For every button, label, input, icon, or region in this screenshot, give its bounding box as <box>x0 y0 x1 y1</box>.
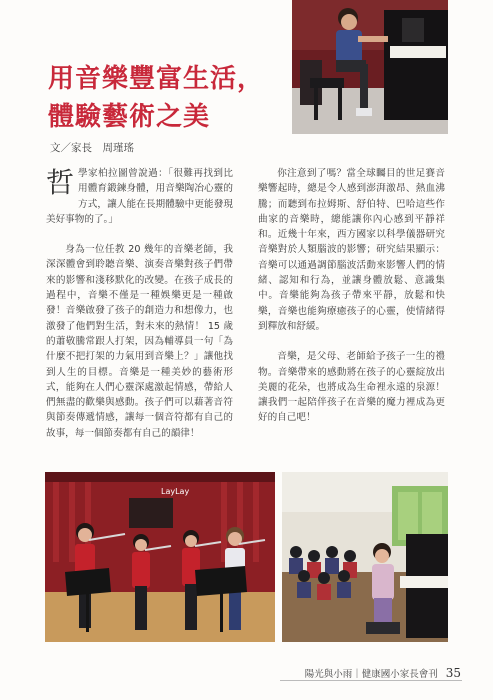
article-title <box>48 60 298 136</box>
article-title-line1: 用音樂豐富生活， <box>48 64 265 94</box>
banner-text: LayLay <box>161 487 190 496</box>
lead-paragraph-text: 學家柏拉圖曾說過：「很難再找到比用體育鍛鍊身體，用音樂陶冶心靈的方式，讓人能在長期體驗中更能發現美好事物的了。」 <box>46 168 233 225</box>
body-paragraph: 音樂，是父母、老師給予孩子一生的禮物。音樂帶來的感動將在孩子的心靈綻放出美麗的花朵，也將成為生命裡永遠的泉源！讓我們一起陪伴孩子在音樂的魔力裡成為更好的自己吧！ <box>258 351 445 424</box>
text-column-right <box>258 166 445 441</box>
photo-boy-piano <box>292 0 448 134</box>
body-paragraph: 你注意到了嗎？當全球矚目的世足賽音樂響起時，總是令人感到澎湃激昂、熱血沸騰；而聽到布拉姆斯、舒伯特、巴哈這些作曲家的音樂時，總能讓你內心感到平靜祥和。近幾十年來，西方國家以科學儀器研究音樂對於人類腦波的影響；研究結果顯示：音樂可以通過調節腦波活動來影響人們的情緒、認知和行為，並讓身體放鬆、意識集中。音樂能夠為孩子帶來平靜，放鬆和快樂，音樂也能夠療癒孩子的心靈，使情緒得到釋放和舒緩。 <box>258 168 445 332</box>
page-footer <box>305 666 461 680</box>
body-paragraph: 身為一位任教 20 幾年的音樂老師，我深深體會到聆聽音樂、演奏音樂對孩子們帶來的影響和淺移默化的改變。在孩子成長的過程中，音樂不僅是一種娛樂更是一種啟發！音樂啟發了孩子的創造力和想像力，也激發了他們對生活，對未來的熱情！ 15 歲的蕭敬騰常跟人打架，因為輔導員一句「為什麼不把打架的力氣用到音樂上？」讓他找到人生的目標。音樂是一種美妙的藝術形式，能夠在人們心靈深處激起情感，帶給人們無盡的歡樂與感動。孩子們可以藉著音符與節奏傳遞情感，讓每一個音符都有自己的故事，每一個節奏都有自己的韻律！ <box>46 244 233 439</box>
article-byline: 文／家長 周瑾瑤 <box>50 142 134 154</box>
text-column-left <box>46 166 233 456</box>
dropcap: 哲 <box>46 166 75 199</box>
footer-divider <box>280 680 462 681</box>
page-number: 35 <box>445 666 461 680</box>
article-title-line2: 體驗藝術之美 <box>48 102 211 132</box>
lead-paragraph <box>46 166 233 227</box>
photo-flute-performance <box>45 472 275 642</box>
publication-name: 陽光與小雨｜健康國小家長會刊 <box>304 669 438 680</box>
photo-classroom-piano <box>282 472 448 642</box>
